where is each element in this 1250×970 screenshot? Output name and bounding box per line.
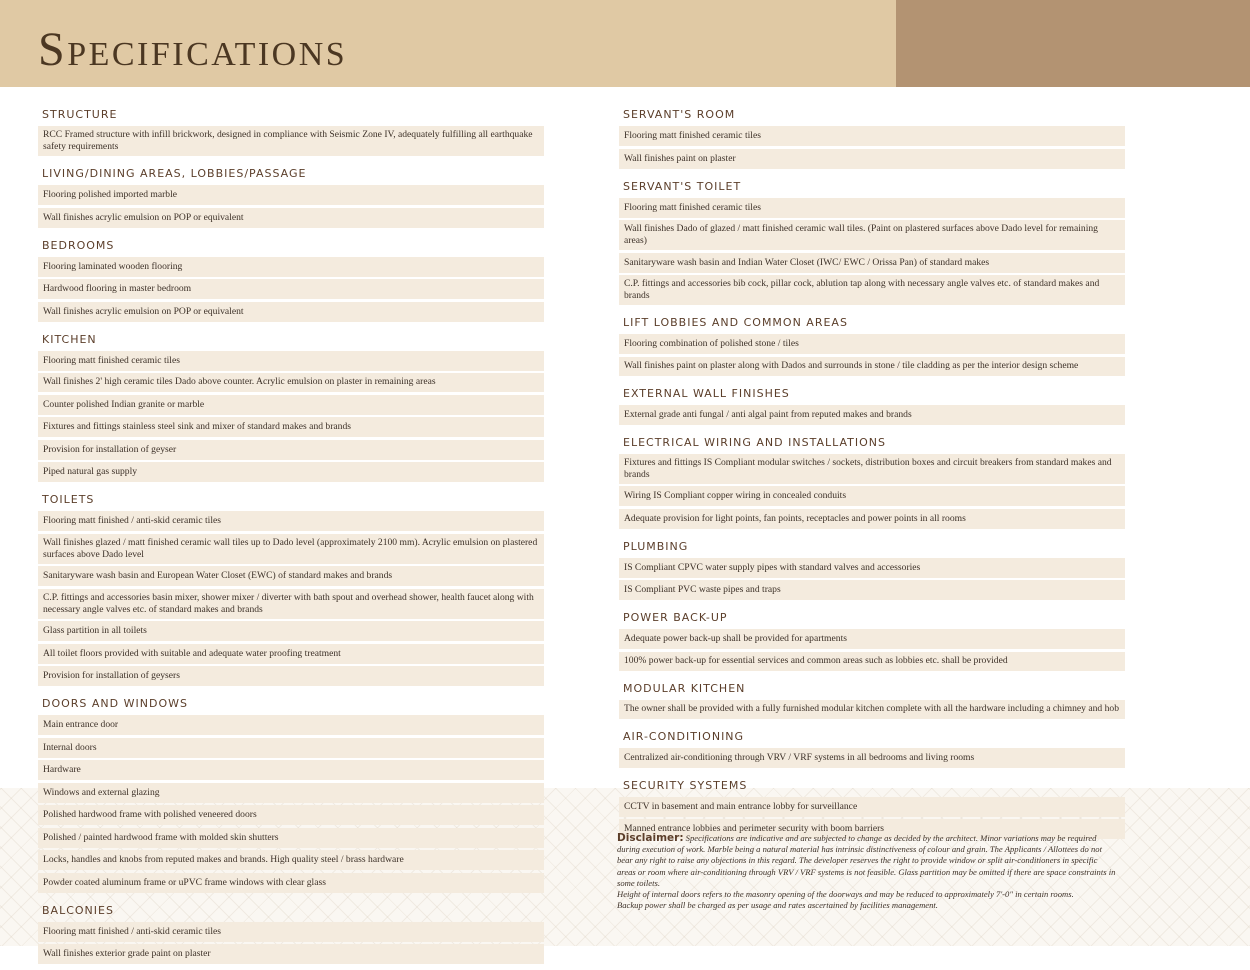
spec-row: Glass partition in all toilets (38, 621, 544, 641)
spec-row: Flooring matt finished ceramic tiles (619, 198, 1125, 218)
spec-row: Adequate provision for light points, fan points, receptacles and power points in all rooms (619, 509, 1125, 529)
spec-row: Powder coated aluminum frame or uPVC frame windows with clear glass (38, 873, 544, 893)
spec-row: IS Compliant PVC waste pipes and traps (619, 580, 1125, 600)
section-modular-kitchen (619, 677, 1125, 719)
header-accent-block (896, 0, 1250, 87)
spec-row: Wall finishes paint on plaster along with Dados and surrounds in stone / tile cladding as per the interior design scheme (619, 357, 1125, 376)
spec-row: Hardware (38, 760, 544, 780)
spec-row: 100% power back-up for essential services and common areas such as lobbies etc. shall be provided (619, 652, 1125, 671)
spec-row: Centralized air-conditioning through VRV / VRF systems in all bedrooms and living rooms (619, 748, 1125, 768)
section-title: LIVING/DINING AREAS, LOBBIES/PASSAGE (42, 167, 307, 180)
disclaimer-line-backup: Backup power shall be charged as per usage and rates ascertained by facilities management. (617, 900, 938, 911)
section-title: ELECTRICAL WIRING AND INSTALLATIONS (623, 435, 886, 449)
section-living-dining-areas-lobbies-passage (38, 162, 544, 228)
spec-row: Fixtures and fittings stainless steel sink and mixer of standard makes and brands (38, 417, 544, 437)
spec-row: IS Compliant CPVC water supply pipes with standard valves and accessories (619, 558, 1125, 578)
page-title: Specifications (38, 23, 348, 76)
section-title: SECURITY SYSTEMS (623, 778, 748, 792)
section-toilets (38, 488, 544, 686)
spec-row: Flooring matt finished / anti-skid ceramic tiles (38, 922, 544, 942)
section-title: KITCHEN (42, 332, 97, 346)
spec-row: The owner shall be provided with a fully furnished modular kitchen complete with all the hardware including a chimney and hob (619, 700, 1125, 719)
spec-row: Flooring matt finished ceramic tiles (38, 351, 544, 371)
spec-row: Piped natural gas supply (38, 462, 544, 482)
spec-row: Wall finishes paint on plaster (619, 149, 1125, 169)
section-electrical-wiring-and-installations (619, 431, 1125, 529)
section-title: BALCONIES (42, 903, 114, 917)
spec-row: Wall finishes Dado of glazed / matt finished ceramic wall tiles. (Paint on plastered surfaces above Dado level for remaining areas) (619, 220, 1125, 250)
spec-row: Wall finishes 2' high ceramic tiles Dado above counter. Acrylic emulsion on plaster in remaining areas (38, 373, 544, 392)
section-title: MODULAR KITCHEN (623, 681, 746, 695)
section-kitchen (38, 328, 544, 483)
spec-row: Provision for installation of geyser (38, 440, 544, 460)
spec-row: Flooring polished imported marble (38, 185, 544, 205)
spec-row: Flooring combination of polished stone / tiles (619, 334, 1125, 354)
section-title: TOILETS (42, 493, 95, 506)
section-doors-and-windows (38, 692, 544, 893)
spec-row: Internal doors (38, 738, 544, 758)
spec-row: CCTV in basement and main entrance lobby for surveillance (619, 797, 1125, 817)
spec-row: Sanitaryware wash basin and European Water Closet (EWC) of standard makes and brands (38, 566, 544, 586)
section-title: DOORS AND WINDOWS (42, 697, 188, 710)
section-power-back-up (619, 606, 1125, 671)
spec-row: Windows and external glazing (38, 783, 544, 803)
spec-row: Flooring matt finished ceramic tiles (619, 126, 1125, 146)
section-title: LIFT LOBBIES AND COMMON AREAS (623, 316, 848, 329)
spec-row: Wiring IS Compliant copper wiring in concealed conduits (619, 486, 1125, 506)
section-plumbing (619, 535, 1125, 601)
spec-row: Wall finishes acrylic emulsion on POP or equivalent (38, 208, 544, 228)
spec-row: Wall finishes acrylic emulsion on POP or equivalent (38, 302, 544, 322)
spec-row: Main entrance door (38, 715, 544, 735)
section-bedrooms (38, 234, 544, 322)
disclaimer-line-doors: Height of internal doors refers to the masonry opening of the doorways and may be reduced to approximately 7'-0" in certain rooms. (617, 889, 1074, 900)
disclaimer-text: Specifications are indicative and are subjected to change as decided by the architect. Minor variations may be required during execution of work. Marble being a natural material has intrinsic distinctiveness of colour and grain. The Applicants / Allottees do not bear any right to raise any objections in this regard. The developer reserves the right to provide window or split air-conditioners in specific areas or room where air-conditioning through VRV / VRF systems is not feasible. Glass partition may be omitted if there are space constraints in some toilets. (617, 833, 1116, 888)
spec-row: RCC Framed structure with infill brickwork, designed in compliance with Seismic Zone IV, adequately fulfilling all earthquake safety requirements (38, 126, 544, 156)
spec-row: Polished / painted hardwood frame with molded skin shutters (38, 828, 544, 848)
section-structure (38, 103, 544, 156)
spec-row: Counter polished Indian granite or marble (38, 395, 544, 415)
spec-row: External grade anti fungal / anti algal paint from reputed makes and brands (619, 405, 1125, 425)
spec-row: Wall finishes glazed / matt finished ceramic wall tiles up to Dado level (approximately 2100 mm). Acrylic emulsion on plastered surfaces above Dado level (38, 534, 544, 564)
section-air-conditioning (619, 725, 1125, 768)
section-title: STRUCTURE (42, 108, 118, 121)
section-title: SERVANT'S ROOM (623, 108, 736, 121)
section-title: EXTERNAL WALL FINISHES (623, 386, 790, 400)
section-title: SERVANT'S TOILET (623, 179, 742, 193)
section-external-wall-finishes (619, 382, 1125, 425)
spec-row: Fixtures and fittings IS Compliant modular switches / sockets, distribution boxes and circuit breakers from standard makes and brands (619, 454, 1125, 484)
spec-row: Hardwood flooring in master bedroom (38, 279, 544, 299)
section-balconies (38, 899, 544, 965)
spec-row: C.P. fittings and accessories bib cock, pillar cock, ablution tap along with necessary angle valves etc. of standard makes and brands (619, 275, 1125, 305)
left-column (38, 103, 544, 970)
disclaimer-label: Disclaimer: (617, 832, 684, 844)
section-title: POWER BACK-UP (623, 611, 728, 624)
spec-row: Provision for installation of geysers (38, 666, 544, 686)
section-lift-lobbies-and-common-areas (619, 311, 1125, 376)
spec-row: Manned entrance lobbies and perimeter security with boom barriers (619, 819, 1125, 839)
spec-row: All toilet floors provided with suitable and adequate water proofing treatment (38, 644, 544, 664)
section-servant-s-room (619, 103, 1125, 169)
spec-row: Flooring laminated wooden flooring (38, 257, 544, 277)
disclaimer (617, 833, 1117, 911)
section-servant-s-toilet (619, 175, 1125, 306)
spec-row: Locks, handles and knobs from reputed makes and brands. High quality steel / brass hardware (38, 850, 544, 870)
spec-row: Adequate power back-up shall be provided for apartments (619, 629, 1125, 649)
section-title: AIR-CONDITIONING (623, 729, 745, 743)
spec-row: Sanitaryware wash basin and Indian Water Closet (IWC/ EWC / Orissa Pan) of standard makes (619, 253, 1125, 273)
spec-row: Polished hardwood frame with polished veneered doors (38, 805, 544, 825)
header-band (0, 0, 896, 87)
section-title: BEDROOMS (42, 238, 115, 252)
section-security-systems (619, 774, 1125, 840)
right-column (619, 103, 1125, 845)
spec-row: Flooring matt finished / anti-skid ceramic tiles (38, 511, 544, 531)
spec-row: Wall finishes exterior grade paint on plaster (38, 944, 544, 964)
spec-row: C.P. fittings and accessories basin mixer, shower mixer / diverter with bath spout and overhead shower, health faucet along with necessary angle valves etc. of standard makes and brands (38, 589, 544, 619)
section-title: PLUMBING (623, 539, 689, 553)
